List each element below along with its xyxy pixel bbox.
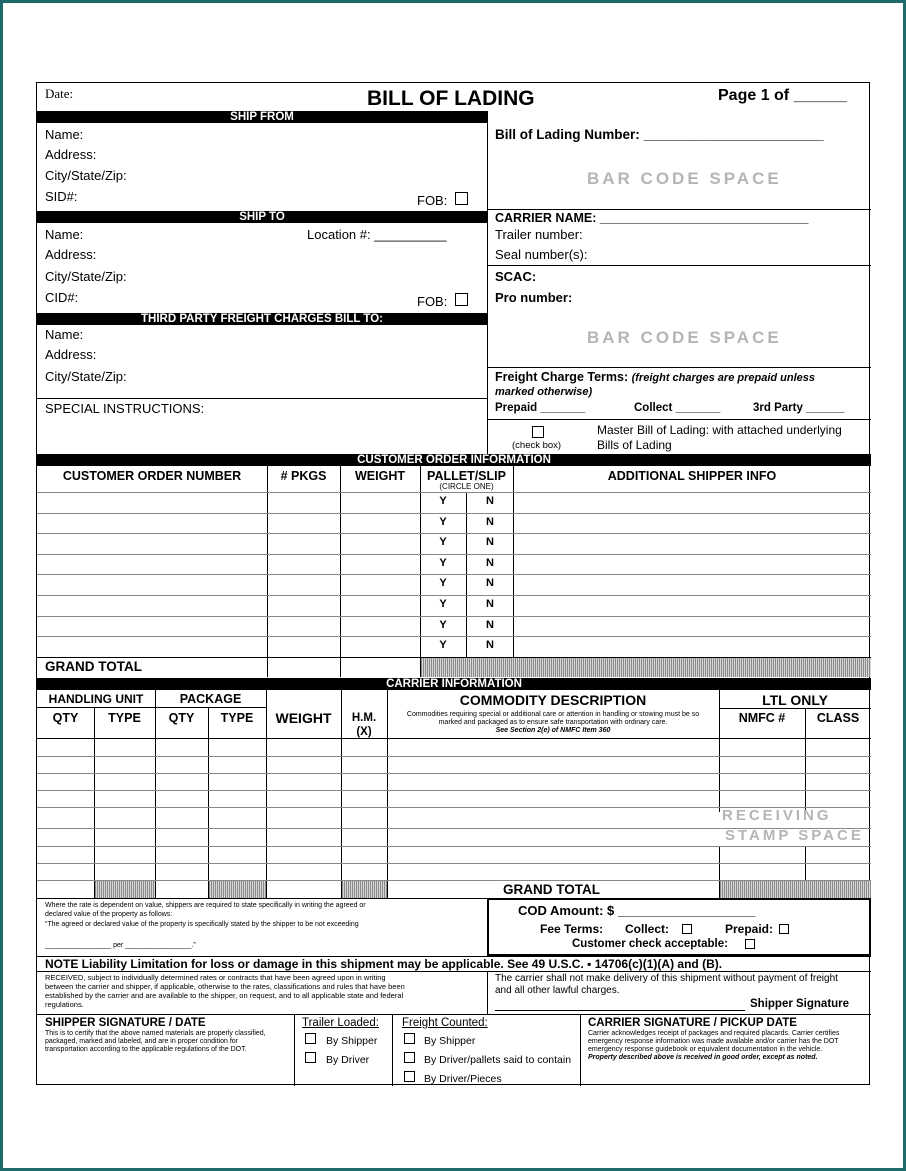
yes-option[interactable]: Y [439,619,447,631]
carrier-name-label: CARRIER NAME: ______________________________ [495,211,809,225]
received-line4: regulations. [45,1000,84,1009]
pkg-qty-header: QTY [168,711,195,725]
commodity-note-2: marked and packaged as to ensure safe transportation with ordinary care. [438,719,668,726]
upper-divider [487,111,488,454]
customer-order-bar: CUSTOMER ORDER INFORMATION [37,454,871,466]
collect-label: Collect _______ [634,402,721,414]
carrier-delivery-line2: and all other lawful charges. [495,985,620,996]
shipper-signature-date-title: SHIPPER SIGNATURE / DATE [45,1017,206,1029]
counted-by-driver-pieces-label: By Driver/Pieces [424,1073,502,1085]
ship-to-fob-label: FOB: [417,294,448,309]
bol-number-label: Bill of Lading Number: ________________________ [495,127,824,142]
ship-from-fob-label: FOB: [417,193,448,208]
received-line1: RECEIVED, subject to individually determined rates or contracts that have been agreed upon in writing [45,973,386,982]
bill-of-lading-form [36,82,870,1085]
no-option[interactable]: N [486,495,494,507]
seal-number-label: Seal number(s): [495,247,588,262]
ship-to-city-label: City/State/Zip: [45,269,127,284]
col-additional-shipper-info: ADDITIONAL SHIPPER INFO [607,469,777,483]
carrier-information-bar: CARRIER INFORMATION [37,678,871,690]
package-header: PACKAGE [179,692,242,706]
ship-from-bar: SHIP FROM [37,111,487,123]
third-party-bar: THIRD PARTY FREIGHT CHARGES BILL TO: [37,313,487,325]
cod-collect-label: Collect: [625,922,670,936]
fee-terms-label: Fee Terms: [540,922,604,936]
yes-option[interactable]: Y [439,639,447,651]
trailer-number-label: Trailer number: [495,227,583,242]
prepaid-label: Prepaid _______ [495,402,586,414]
ship-to-name-label: Name: [45,227,84,242]
check-acceptable-checkbox[interactable] [745,939,755,949]
declared-value-line4: _________________ per _________________.” [45,942,196,949]
hu-qty-header: QTY [52,711,79,725]
shipper-cert-line1: This is to certify that the above named materials are properly classified, [45,1030,266,1037]
ship-to-address-label: Address: [45,247,97,262]
shaded-cells [421,658,871,677]
no-option[interactable]: N [486,516,494,528]
freight-terms-title: Freight Charge Terms: [495,370,629,384]
shipper-signature-label: Shipper Signature [750,998,850,1010]
yes-option[interactable]: Y [439,557,447,569]
cod-amount-label: COD Amount: $ ___________________ [518,903,756,918]
handling-unit-header: HANDLING UNIT [48,692,144,706]
hm-header: H.M. [351,712,377,724]
yes-option[interactable]: Y [439,577,447,589]
counted-by-driver-pieces-checkbox[interactable] [404,1071,415,1082]
receiving-stamp-2: STAMP SPACE [725,827,864,844]
page-number-label: Page 1 of ______ [718,87,847,104]
trailer-by-driver-checkbox[interactable] [305,1052,316,1063]
ship-from-fob-checkbox[interactable] [455,192,468,205]
col-pkgs: # PKGS [280,469,327,483]
pro-number-label: Pro number: [495,290,573,305]
declared-value-line2: declared value of the property as follows: [45,911,173,918]
freight-terms-note2: marked otherwise) [495,386,593,398]
commodity-note-1: Commodities requiring special or additional care or attention in handling or stowing must be so [406,711,700,718]
third-party-city-label: City/State/Zip: [45,369,127,384]
trailer-by-shipper-checkbox[interactable] [305,1033,316,1044]
pkg-type-header: TYPE [220,711,254,725]
yes-option[interactable]: Y [439,495,447,507]
ship-to-bar: SHIP TO [37,211,487,223]
barcode-space-2: BAR CODE SPACE [587,328,782,347]
no-option[interactable]: N [486,639,494,651]
counted-by-driver-pallets-label: By Driver/pallets said to contain [424,1054,572,1066]
trailer-by-shipper-label: By Shipper [326,1035,378,1047]
third-party-terms-label: 3rd Party ______ [753,402,845,414]
yes-option[interactable]: Y [439,598,447,610]
check-box-label: (check box) [512,440,562,451]
shipper-cert-line2: packaged, marked and labeled, and are in proper condition for [45,1038,239,1045]
barcode-space-1: BAR CODE SPACE [587,169,782,188]
shipper-signature-line[interactable] [495,1010,745,1011]
ship-to-cid-label: CID#: [45,290,79,305]
carrier-cert-line3: emergency response guidebook or equivalent documentation in the vehicle. [588,1046,823,1053]
no-option[interactable]: N [486,536,494,548]
cod-prepaid-checkbox[interactable] [779,924,789,934]
master-bol-text2: Bills of Lading [597,438,672,452]
carrier-signature-title: CARRIER SIGNATURE / PICKUP DATE [588,1017,797,1029]
ship-from-address-label: Address: [45,147,97,162]
col-pallet-slip: PALLET/SLIP [427,469,506,483]
freight-terms [495,370,815,386]
freight-terms-note: (freight charges are prepaid unless [631,372,815,384]
yes-option[interactable]: Y [439,536,447,548]
third-party-name-label: Name: [45,327,84,342]
cod-prepaid-label: Prepaid: [725,922,774,936]
special-instructions-label: SPECIAL INSTRUCTIONS: [45,401,205,416]
customer-order-grand-total: GRAND TOTAL [45,659,142,674]
no-option[interactable]: N [486,598,494,610]
third-party-address-label: Address: [45,347,97,362]
no-option[interactable]: N [486,557,494,569]
master-bol-text1: Master Bill of Lading: with attached underlying [597,423,842,437]
counted-by-shipper-label: By Shipper [424,1035,476,1047]
declared-value-line3: “The agreed or declared value of the property is specifically stated by the shipper to be not exceeding [45,921,359,928]
no-option[interactable]: N [486,619,494,631]
counted-by-driver-pallets-checkbox[interactable] [404,1052,415,1063]
weight-header: WEIGHT [275,710,332,726]
ship-to-location-label: Location #: __________ [307,227,447,242]
commodity-note-3: See Section 2(e) of NMFC Item 360 [495,727,611,734]
declared-value-line1: Where the rate is dependent on value, shippers are required to state specifically in writing the agreed or [45,902,366,909]
received-line3: established by the carrier and are available to the shipper, on request, and to all applicable state and federal [45,991,404,1000]
ship-from-name-label: Name: [45,127,84,142]
hu-type-header: TYPE [108,711,141,725]
trailer-by-driver-label: By Driver [326,1054,370,1066]
received-line2: between the carrier and shipper, if applicable, otherwise to the rates, classifications and rules that have been [45,982,405,991]
class-header: CLASS [816,711,860,725]
ship-from-sid-label: SID#: [45,189,78,204]
yes-option[interactable]: Y [439,516,447,528]
col-customer-order-number: CUSTOMER ORDER NUMBER [62,469,242,483]
shipper-cert-line3: transportation according to the applicable regulations of the DOT. [45,1046,247,1053]
commodity-description-header: COMMODITY DESCRIPTION [459,692,647,708]
carrier-cert-line4: Property described above is received in good order, except as noted. [588,1054,818,1061]
master-bol-checkbox[interactable] [532,426,544,438]
col-weight: WEIGHT [355,469,405,483]
carrier-cert-line2: emergency response information was made available and/or carrier has the DOT [588,1038,839,1045]
no-option[interactable]: N [486,577,494,589]
receiving-stamp-1: RECEIVING [722,807,832,824]
ship-from-city-label: City/State/Zip: [45,168,127,183]
trailer-loaded-title: Trailer Loaded: [302,1017,379,1029]
carrier-grand-total: GRAND TOTAL [503,882,600,897]
hm-x-header: (X) [356,726,372,738]
counted-by-shipper-checkbox[interactable] [404,1033,415,1044]
carrier-cert-line1: Carrier acknowledges receipt of packages and required placards. Carrier certifies [588,1030,840,1037]
scac-label: SCAC: [495,269,537,284]
ltl-only-header: LTL ONLY [762,692,828,708]
page-title: BILL OF LADING [367,87,535,110]
date-label: Date: [45,86,74,101]
nmfc-header: NMFC # [738,711,786,725]
ship-to-fob-checkbox[interactable] [455,293,468,306]
cod-collect-checkbox[interactable] [682,924,692,934]
freight-counted-title: Freight Counted: [402,1017,488,1029]
liability-note: NOTE Liability Limitation for loss or damage in this shipment may be applicable. See 49 U.S.C. ▪ 14706(c)(1)(A) and (B). [45,957,723,971]
carrier-delivery-line1: The carrier shall not make delivery of this shipment without payment of freight [495,973,838,984]
check-acceptable-label: Customer check acceptable: [572,938,728,950]
circle-one-label: (CIRCLE ONE) [439,482,494,491]
